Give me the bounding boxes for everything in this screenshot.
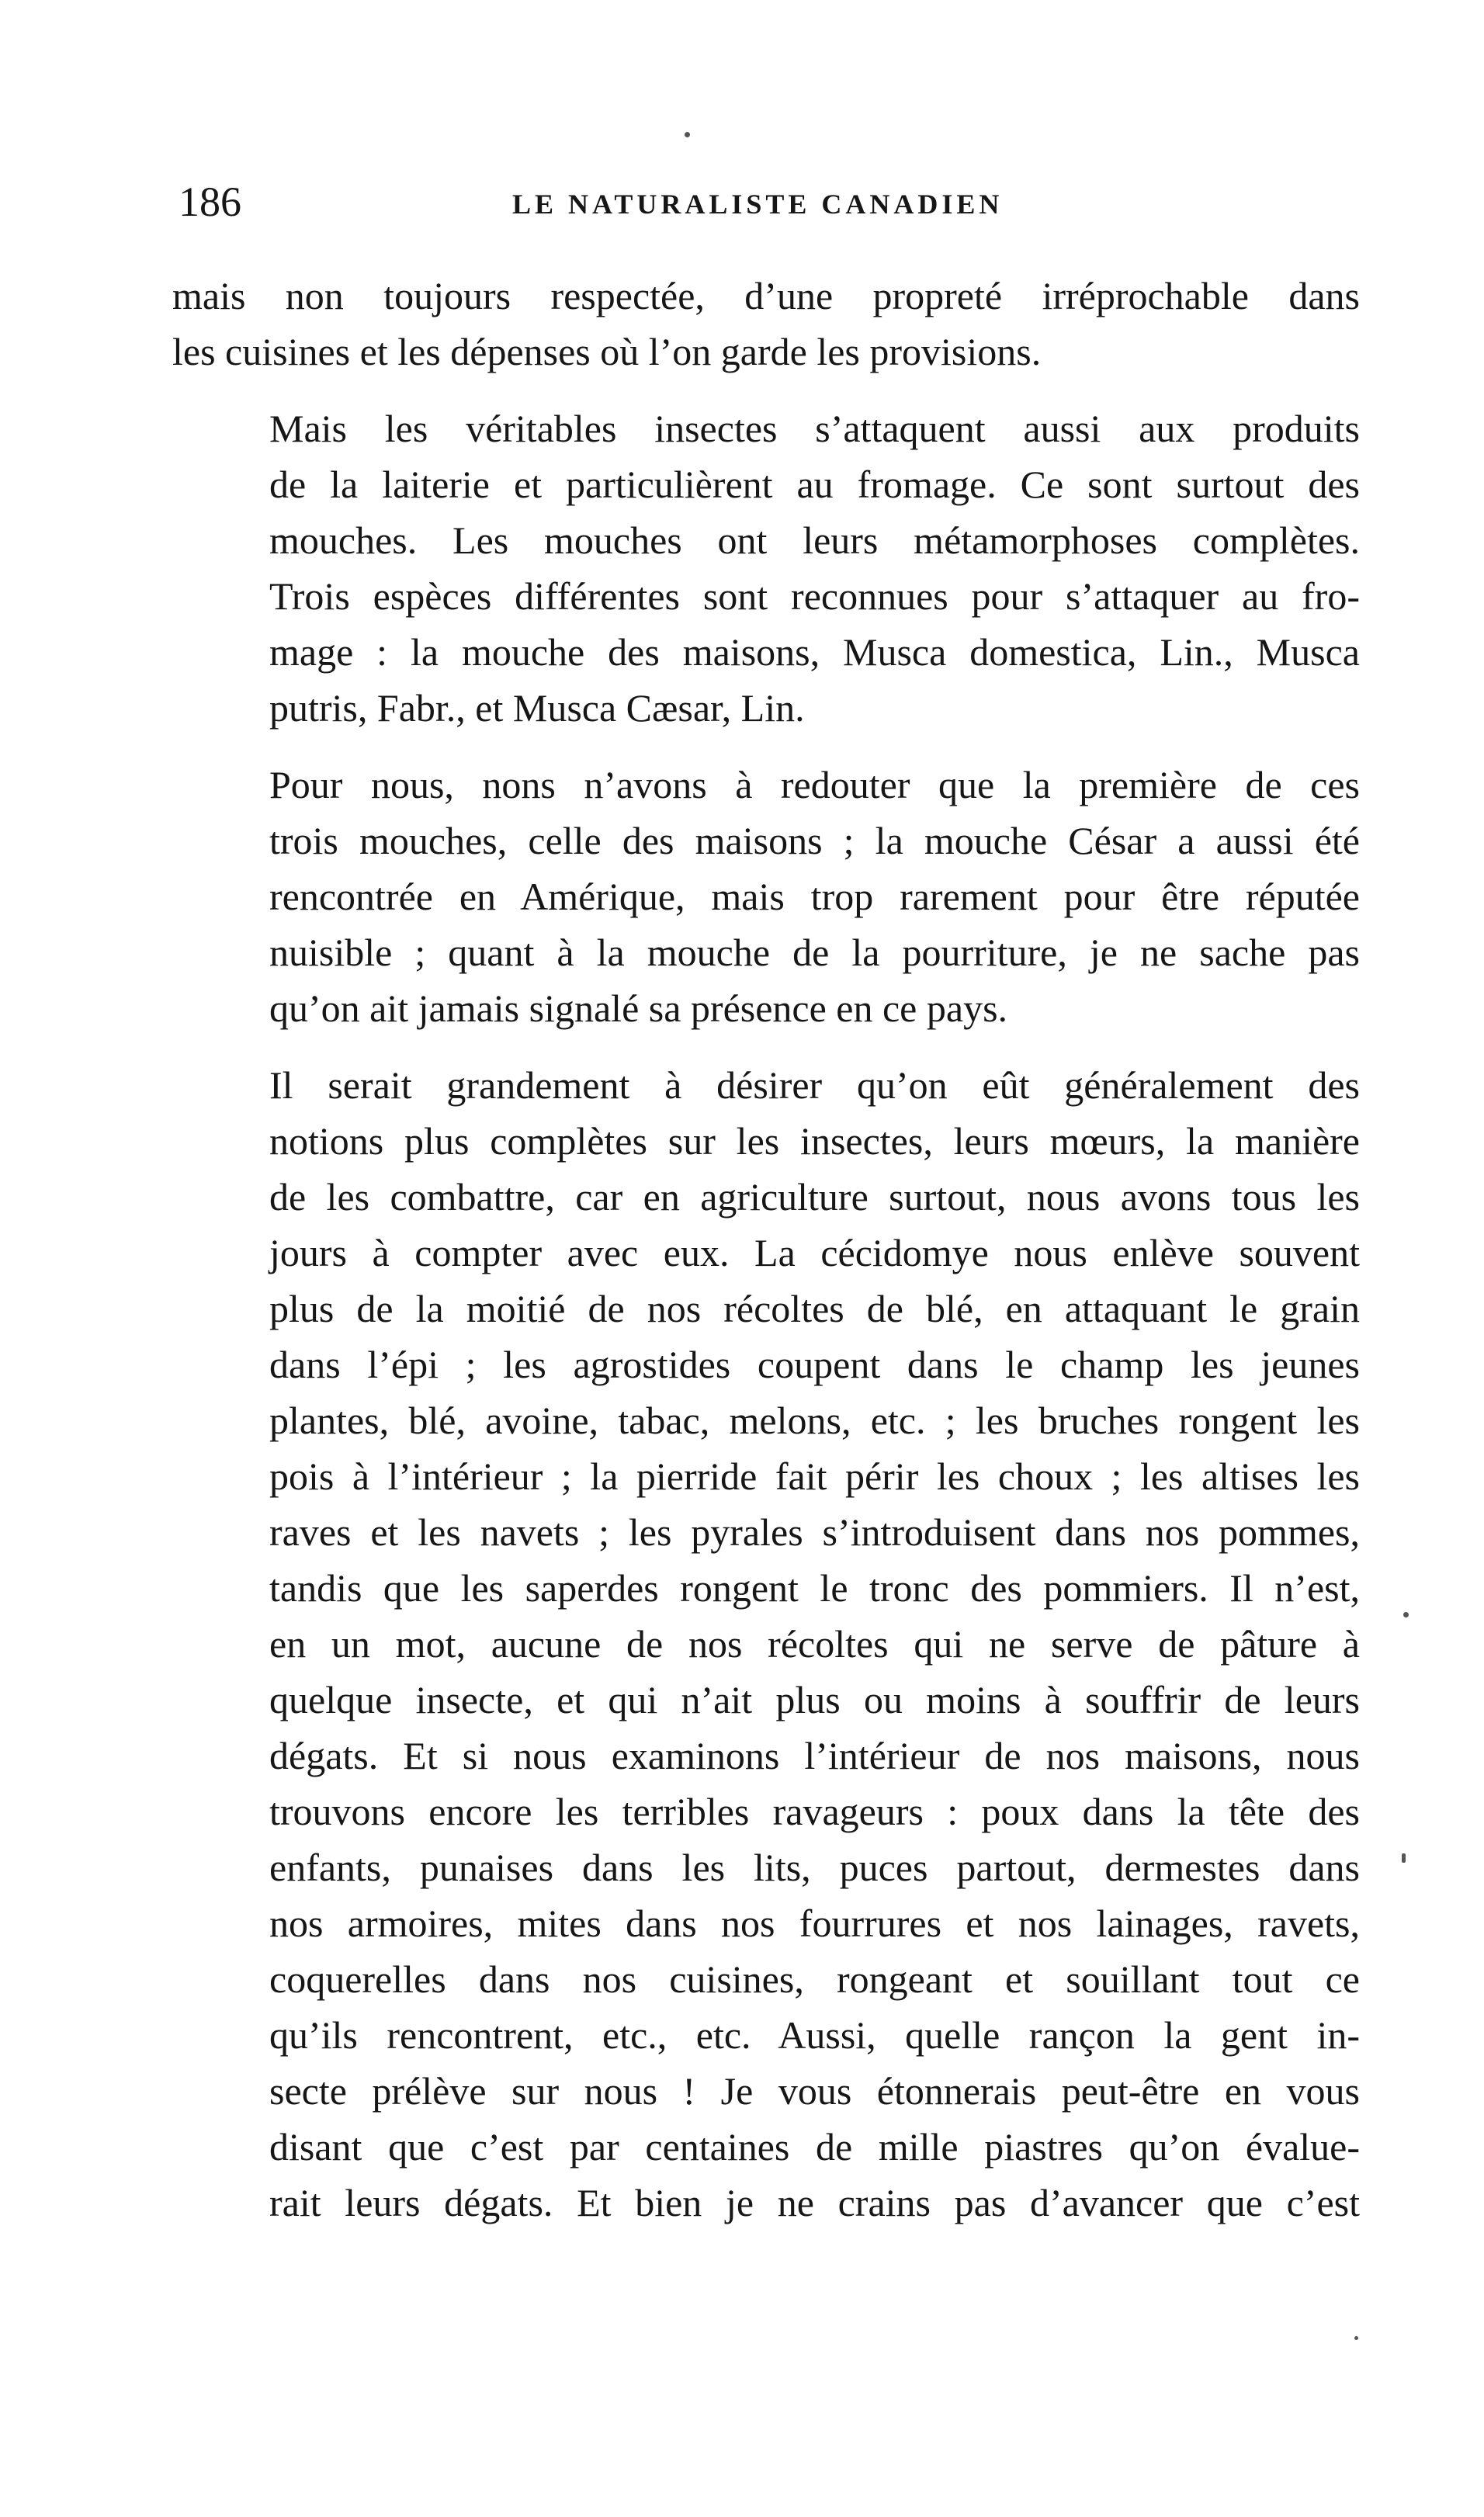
text-line: dans l’épi ; les agrostides coupent dans le champ les jeunes (269, 1343, 1360, 1386)
text-line: qu’ils rencontrent, etc., etc. Aussi, quelle rançon la gent in- (269, 2013, 1360, 2057)
text-line: rencontrée en Amérique, mais trop rarement pour être réputée (269, 875, 1360, 918)
text-line: mais non toujours respectée, d’une propreté irréprochable dans (172, 274, 1360, 317)
text-line: Pour nous, nons n’avons à redouter que la première de ces (269, 763, 1360, 806)
scan-speck (1354, 2336, 1358, 2340)
paragraph-continuation (172, 268, 1360, 380)
paragraph-house-fly (172, 757, 1360, 1036)
text-line: mage : la mouche des maisons, Musca domestica, Lin., Musca (269, 630, 1360, 674)
text-line: dégats. Et si nous examinons l’intérieur de nos maisons, nous (269, 1734, 1360, 1777)
page-number: 186 (179, 179, 241, 225)
text-line: coquerelles dans nos cuisines, rongeant et souillant tout ce (269, 1957, 1360, 2001)
text-line: notions plus complètes sur les insectes, leurs mœurs, la manière (269, 1119, 1360, 1163)
text-line: Trois espèces différentes sont reconnues pour s’attaquer au fro- (269, 574, 1360, 618)
text-line: quelque insecte, et qui n’ait plus ou moins à souffrir de leurs (269, 1678, 1360, 1721)
scan-speck (1402, 1853, 1406, 1863)
text-line: pois à l’intérieur ; la pierride fait périr les choux ; les altises les (269, 1454, 1360, 1498)
text-line: les cuisines et les dépenses où l’on garde les provisions. (172, 330, 1042, 373)
text-line: trouvons encore les terribles ravageurs : poux dans la tête des (269, 1790, 1360, 1833)
text-line: plus de la moitié de nos récoltes de blé, en attaquant le grain (269, 1287, 1360, 1330)
text-line: nos armoires, mites dans nos fourrures et nos lainages, ravets, (269, 1902, 1360, 1945)
text-line: putris, Fabr., et Musca Cæsar, Lin. (269, 686, 805, 730)
running-head: LE NATURALISTE CANADIEN (512, 189, 1004, 220)
scan-speck (685, 132, 690, 137)
text-line: Mais les véritables insectes s’attaquent aussi aux produits (269, 407, 1360, 450)
page-header (179, 175, 1358, 237)
text-line: jours à compter avec eux. La cécidomye nous enlève souvent (269, 1231, 1360, 1274)
text-line: disant que c’est par centaines de mille piastres qu’on évalue- (269, 2125, 1360, 2169)
text-line: Il serait grandement à désirer qu’on eût généralement des (269, 1063, 1360, 1107)
text-line: mouches. Les mouches ont leurs métamorphoses complètes. (269, 518, 1360, 562)
text-line: plantes, blé, avoine, tabac, melons, etc. ; les bruches rongent les (269, 1399, 1360, 1442)
text-line: qu’on ait jamais signalé sa présence en ce pays. (269, 986, 1008, 1030)
text-line: trois mouches, celle des maisons ; la mouche César a aussi été (269, 819, 1360, 862)
text-line: secte prélève sur nous ! Je vous étonnerais peut-être en vous (269, 2069, 1360, 2113)
text-line: enfants, punaises dans les lits, puces partout, dermestes dans (269, 1846, 1360, 1889)
body-text (172, 268, 1360, 2252)
text-line: de la laiterie et particulièrent au fromage. Ce sont surtout des (269, 463, 1360, 506)
text-line: de les combattre, car en agriculture surtout, nous avons tous les (269, 1175, 1360, 1219)
text-line: nuisible ; quant à la mouche de la pourriture, je ne sache pas (269, 931, 1360, 974)
text-line: raves et les navets ; les pyrales s’introduisent dans nos pommes, (269, 1510, 1360, 1554)
scan-speck (1403, 1612, 1409, 1617)
text-line: en un mot, aucune de nos récoltes qui ne serve de pâture à (269, 1622, 1360, 1666)
paragraph-flies (172, 400, 1360, 736)
paragraph-insect-damage (172, 1057, 1360, 2231)
text-line: tandis que les saperdes rongent le tronc des pommiers. Il n’est, (269, 1566, 1360, 1610)
text-line: rait leurs dégats. Et bien je ne crains pas d’avancer que c’est (269, 2181, 1360, 2224)
